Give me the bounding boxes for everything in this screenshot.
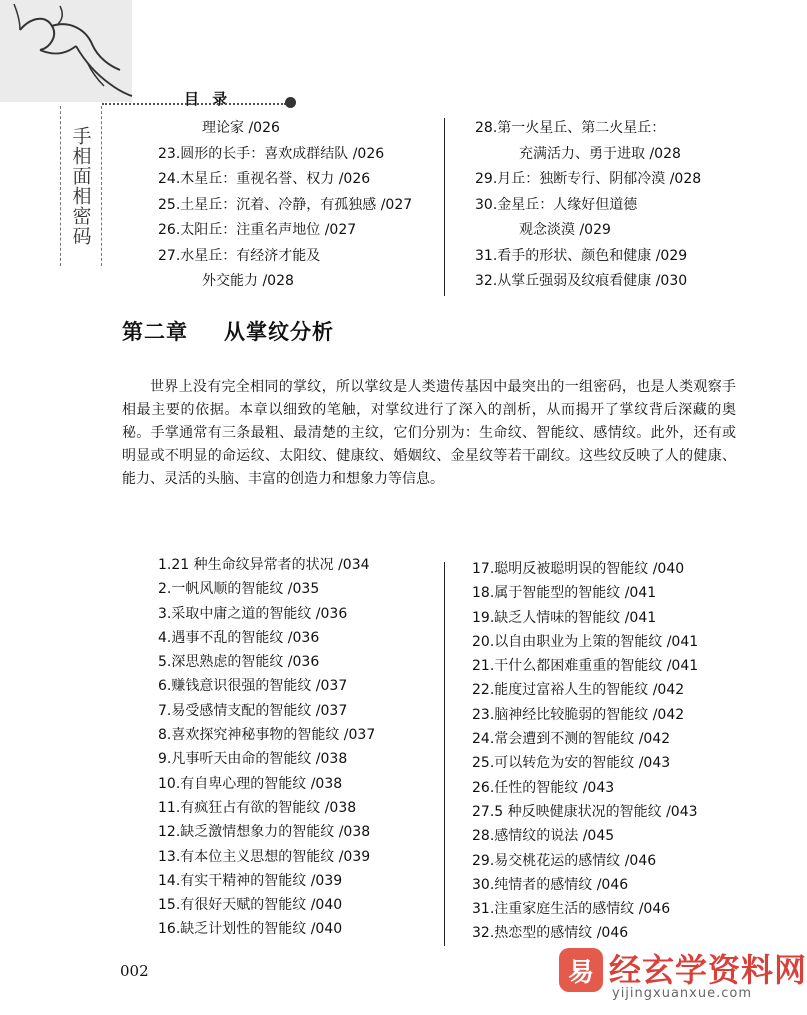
toc-item: 9.凡事听天由命的智能纹 /038 xyxy=(158,751,348,768)
toc-item: 6.赚钱意识很强的智能纹 /037 xyxy=(158,678,348,695)
toc-item: 26.任性的智能纹 /043 xyxy=(472,779,615,796)
toc-heading: 目 录 xyxy=(184,90,232,108)
toc-item: 31.看手的形状、颜色和健康 /029 xyxy=(475,247,688,264)
toc-item: 23.脑神经比较脆弱的智能纹 /042 xyxy=(472,706,685,723)
toc-item: 32.从掌丘强弱及纹痕看健康 /030 xyxy=(475,273,688,289)
toc-item: 观念淡漠 /029 xyxy=(519,222,611,238)
toc-item: 17.聪明反被聪明误的智能纹 /040 xyxy=(472,561,685,577)
toc-item: 22.能度过富裕人生的智能纹 /042 xyxy=(472,682,685,699)
toc-item: 19.缺乏人情味的智能纹 /041 xyxy=(472,609,657,626)
chapter-heading xyxy=(122,316,334,346)
toc-item: 30.纯情者的感情纹 /046 xyxy=(472,876,629,893)
toc-item: 25.可以转危为安的智能纹 /043 xyxy=(472,755,671,772)
toc-item: 15.有很好天赋的智能纹 /040 xyxy=(158,897,343,914)
toc-item: 12.缺乏激情想象力的智能纹 /038 xyxy=(158,824,371,841)
toc-item: 24.木星丘：重视名誉、权力 /026 xyxy=(158,171,371,187)
toc-item: 10.有自卑心理的智能纹 /038 xyxy=(158,775,343,792)
toc-item: 18.属于智能型的智能纹 /041 xyxy=(472,585,657,602)
toc-item: 14.有实干精神的智能纹 /039 xyxy=(158,872,343,889)
chapter-intro: 世界上没有完全相同的掌纹，所以掌纹是人类遗传基因中最突出的一组密码，也是人类观察手相最主要的依据。本章以细致的笔触，对掌纹进行了深入的剖析，从而揭开了掌纹背后深藏的奥秘。手掌通常有三条最粗、最清楚的主纹，它们分别为：生命纹、智能纹、感情纹。此外，还有或明显或不明显的命运纹、太阳纹、健康纹、婚姻纹、金星纹等若干副纹。这些纹反映了人的健康、能力、灵活的头脑、丰富的创造力和想象力等信息。 xyxy=(122,379,736,487)
chapter-title: 从掌纹分析 xyxy=(224,320,334,344)
toc-item: 1.21 种生命纹异常者的状况 /034 xyxy=(158,557,370,573)
toc-item: 29.月丘：独断专行、阴郁冷漠 /028 xyxy=(475,171,702,187)
toc-item: 27.水星丘：有经济才能及 xyxy=(158,247,321,264)
toc-item: 29.易交桃花运的感情纹 /046 xyxy=(472,852,657,869)
toc-item: 16.缺乏计划性的智能纹 /040 xyxy=(158,921,343,938)
toc-item: 充满活力、勇于进取 /028 xyxy=(519,145,681,162)
toc-item: 27.5 种反映健康状况的智能纹 /043 xyxy=(472,803,698,820)
toc-item: 20.以自由职业为上策的智能纹 /041 xyxy=(472,633,699,650)
page-number: 002 xyxy=(120,962,149,980)
toc-rule-end-dot xyxy=(285,97,296,108)
watermark-site-name: 经玄学资料网 xyxy=(609,951,807,989)
toc-item: 4.遇事不乱的智能纹 /036 xyxy=(158,629,320,646)
toc-item: 26.太阳丘：注重名声地位 /027 xyxy=(158,222,357,238)
chapter-number: 第二章 xyxy=(122,320,188,344)
watermark-url: yijingxuanxue.com xyxy=(612,986,752,1001)
column-divider-bottom xyxy=(444,562,445,946)
toc-item: 7.易受感情支配的智能纹 /037 xyxy=(158,702,348,719)
hand-drawing-icon xyxy=(0,0,132,102)
toc-item: 23.圆形的长手：喜欢成群结队 /026 xyxy=(158,145,385,162)
hand-illustration xyxy=(0,0,132,102)
toc-item: 外交能力 /028 xyxy=(202,273,294,289)
toc-top-right-column xyxy=(475,116,701,295)
toc-top-left-column xyxy=(158,116,412,295)
toc-item: 32.热恋型的感情纹 /046 xyxy=(472,925,629,942)
toc-bottom-left-column xyxy=(158,553,375,942)
toc-item: 31.注重家庭生活的感情纹 /046 xyxy=(472,901,671,918)
toc-dotted-rule xyxy=(102,103,286,105)
toc-item: 2.一帆风顺的智能纹 /035 xyxy=(158,581,320,598)
toc-item: 8.喜欢探究神秘事物的智能纹 /037 xyxy=(158,727,376,744)
toc-bottom-right-column xyxy=(472,557,698,946)
toc-item: 30.金星丘：人缘好但道德 xyxy=(475,196,638,213)
side-tab-title: 手相面相密码 xyxy=(60,106,102,266)
toc-item: 11.有疯狂占有欲的智能纹 /038 xyxy=(158,799,357,816)
toc-item: 21.干什么都困难重重的智能纹 /041 xyxy=(472,658,699,675)
toc-item: 28.第一火星丘、第二火星丘： xyxy=(475,120,666,136)
toc-item: 24.常会遭到不测的智能纹 /042 xyxy=(472,731,671,748)
toc-item: 3.采取中庸之道的智能纹 /036 xyxy=(158,605,348,622)
toc-item: 13.有本位主义思想的智能纹 /039 xyxy=(158,848,371,865)
watermark-logo-icon: 易 xyxy=(559,948,603,992)
toc-item: 5.深思熟虑的智能纹 /036 xyxy=(158,654,320,671)
toc-item: 理论家 /026 xyxy=(202,120,280,136)
column-divider-top xyxy=(444,118,445,296)
toc-item: 28.感情纹的说法 /045 xyxy=(472,828,615,845)
toc-item: 25.土星丘：沉着、冷静，有孤独感 /027 xyxy=(158,196,413,213)
